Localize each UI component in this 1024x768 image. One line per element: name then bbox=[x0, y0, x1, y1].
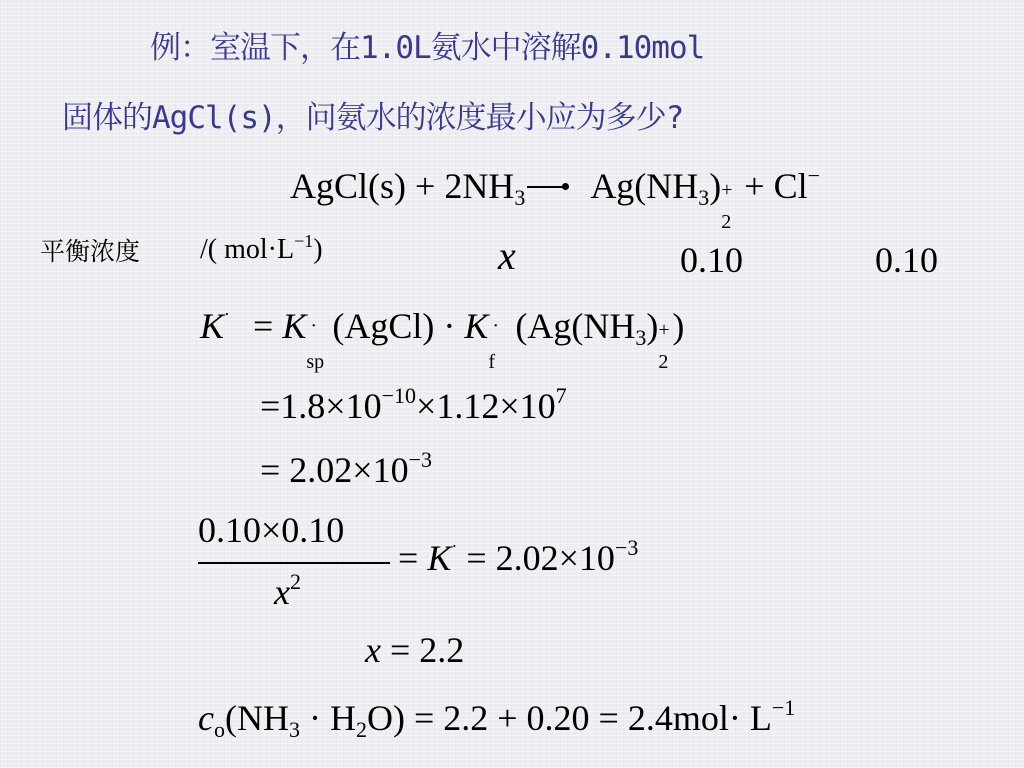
k-value-product: $=1.8\times 10^{-10}\times 1.12\times 10^7$ bbox=[260, 383, 567, 426]
product-chloride: Cl bbox=[773, 166, 808, 206]
plus-sign: + bbox=[415, 166, 436, 206]
k-expression: K· = K · sp (AgCl) · K · f (Ag(NH3) + 2 ) bbox=[200, 304, 685, 373]
final-concentration: $co(NH3 \cdot H2O) = 2.2 + 0.20 = 2.4mol\cdot L^{-1}$ bbox=[198, 695, 796, 742]
equilibrium-c-complex: 0.10 bbox=[680, 240, 743, 280]
k-value-result: = $2.02\times 10^{-3}$ bbox=[260, 447, 433, 490]
question-line-2: 固体的AgCl(s)，问氨水的浓度最小应为多少? bbox=[62, 100, 684, 136]
reaction-equation: AgCl(s) + 2NH3 Ag(NH3) + 2 + Cl− bbox=[290, 163, 821, 233]
fraction-rhs: = $K^\cdot = 2.02\times 10^{-3}$ bbox=[398, 535, 639, 578]
plus-sign: + bbox=[744, 166, 765, 206]
solution-x: x = 2.2 bbox=[365, 630, 465, 670]
concentration-unit: /( $mol\cdot L^{-1}$) bbox=[200, 231, 323, 265]
reactant-nh3: NH bbox=[462, 166, 515, 206]
reaction-arrow-icon bbox=[527, 186, 567, 188]
product-complex: Ag(NH bbox=[590, 166, 699, 206]
equilibrium-label: 平衡浓度 bbox=[40, 237, 141, 266]
fraction-bar bbox=[198, 562, 390, 564]
fraction-numerator: 0.10×0.10 bbox=[198, 510, 345, 550]
coefficient: 2 bbox=[444, 166, 463, 206]
equilibrium-x: x bbox=[498, 233, 516, 278]
reactant-agcl: AgCl(s) bbox=[290, 166, 406, 206]
fraction-denominator: $x^2$ bbox=[274, 569, 301, 612]
equilibrium-c-chloride: 0.10 bbox=[875, 240, 938, 280]
question-line-1: 例：室温下，在1.0L氨水中溶解0.10mol bbox=[150, 30, 705, 66]
